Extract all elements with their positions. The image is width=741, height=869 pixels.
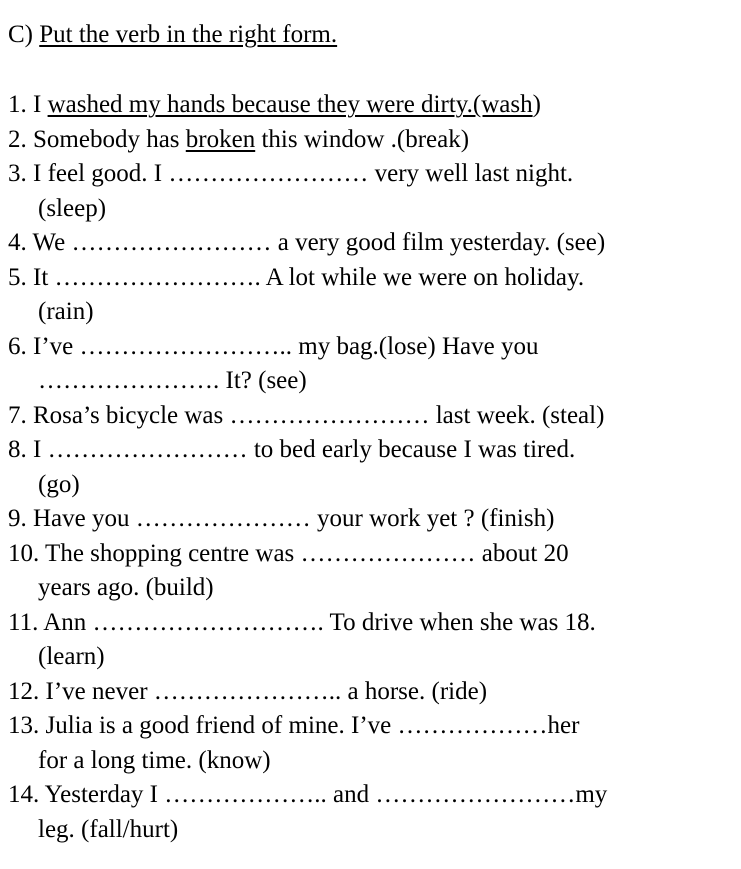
section-heading: [8, 20, 337, 50]
exercise-12-line1: 12. I’ve never ………………….. a horse. (ride): [8, 677, 488, 705]
exercise-2-post: this window .(break): [255, 125, 470, 153]
exercise-11-line2: (learn): [38, 643, 105, 670]
exercise-13-line2: for a long time. (know): [38, 746, 271, 774]
exercise-2-example-answer: broken: [185, 125, 256, 153]
exercise-list: [8, 88, 733, 847]
exercise-14-line2: leg. (fall/hurt): [38, 815, 179, 843]
exercise-2-pre: 2. Somebody has: [8, 125, 186, 153]
exercise-3-line1: 3. I feel good. I …………………… very well last night.: [8, 160, 574, 187]
exercise-11-line1: 11. Ann ………………………. To drive when she was 18.: [8, 608, 596, 636]
exercise-9-line1: 9. Have you ………………… your work yet ? (finish): [8, 505, 555, 532]
exercise-1: [8, 88, 733, 123]
exercise-7-line1: 7. Rosa’s bicycle was …………………… last week. (steal): [8, 401, 605, 429]
exercise-5-line1: 5. It ……………………. A lot while we were on holiday.: [8, 263, 585, 291]
exercise-2: [8, 123, 733, 158]
exercise-6-line1: 6. I’ve …………………….. my bag.(lose) Have you: [8, 332, 539, 360]
exercise-5-line2: (rain): [38, 298, 94, 325]
section-instruction: Put the verb in the right form.: [39, 21, 338, 48]
exercise-1-example-answer: washed my hands because they were dirty.(wash: [47, 91, 533, 118]
exercise-1-number: 1. I: [8, 91, 48, 118]
exercise-8-line1: 8. I …………………… to bed early because I was tired.: [8, 436, 576, 463]
exercise-1-end: ): [532, 91, 541, 118]
exercise-6-line2: …………………. It? (see): [38, 367, 307, 394]
exercise-10-line1: 10. The shopping centre was ………………… about 20: [8, 539, 569, 567]
exercise-8-line2: (go): [38, 470, 80, 498]
exercise-3-line2: (sleep): [38, 194, 107, 222]
exercise-14-line1: 14. Yesterday I ……………….. and ……………………my: [8, 781, 608, 808]
exercise-13-line1: 13. Julia is a good friend of mine. I’ve ………………her: [8, 712, 580, 739]
exercise-4-line1: 4. We …………………… a very good film yesterday. (see): [8, 229, 606, 256]
section-label: C): [8, 21, 33, 48]
exercise-10-line2: years ago. (build): [38, 574, 214, 601]
